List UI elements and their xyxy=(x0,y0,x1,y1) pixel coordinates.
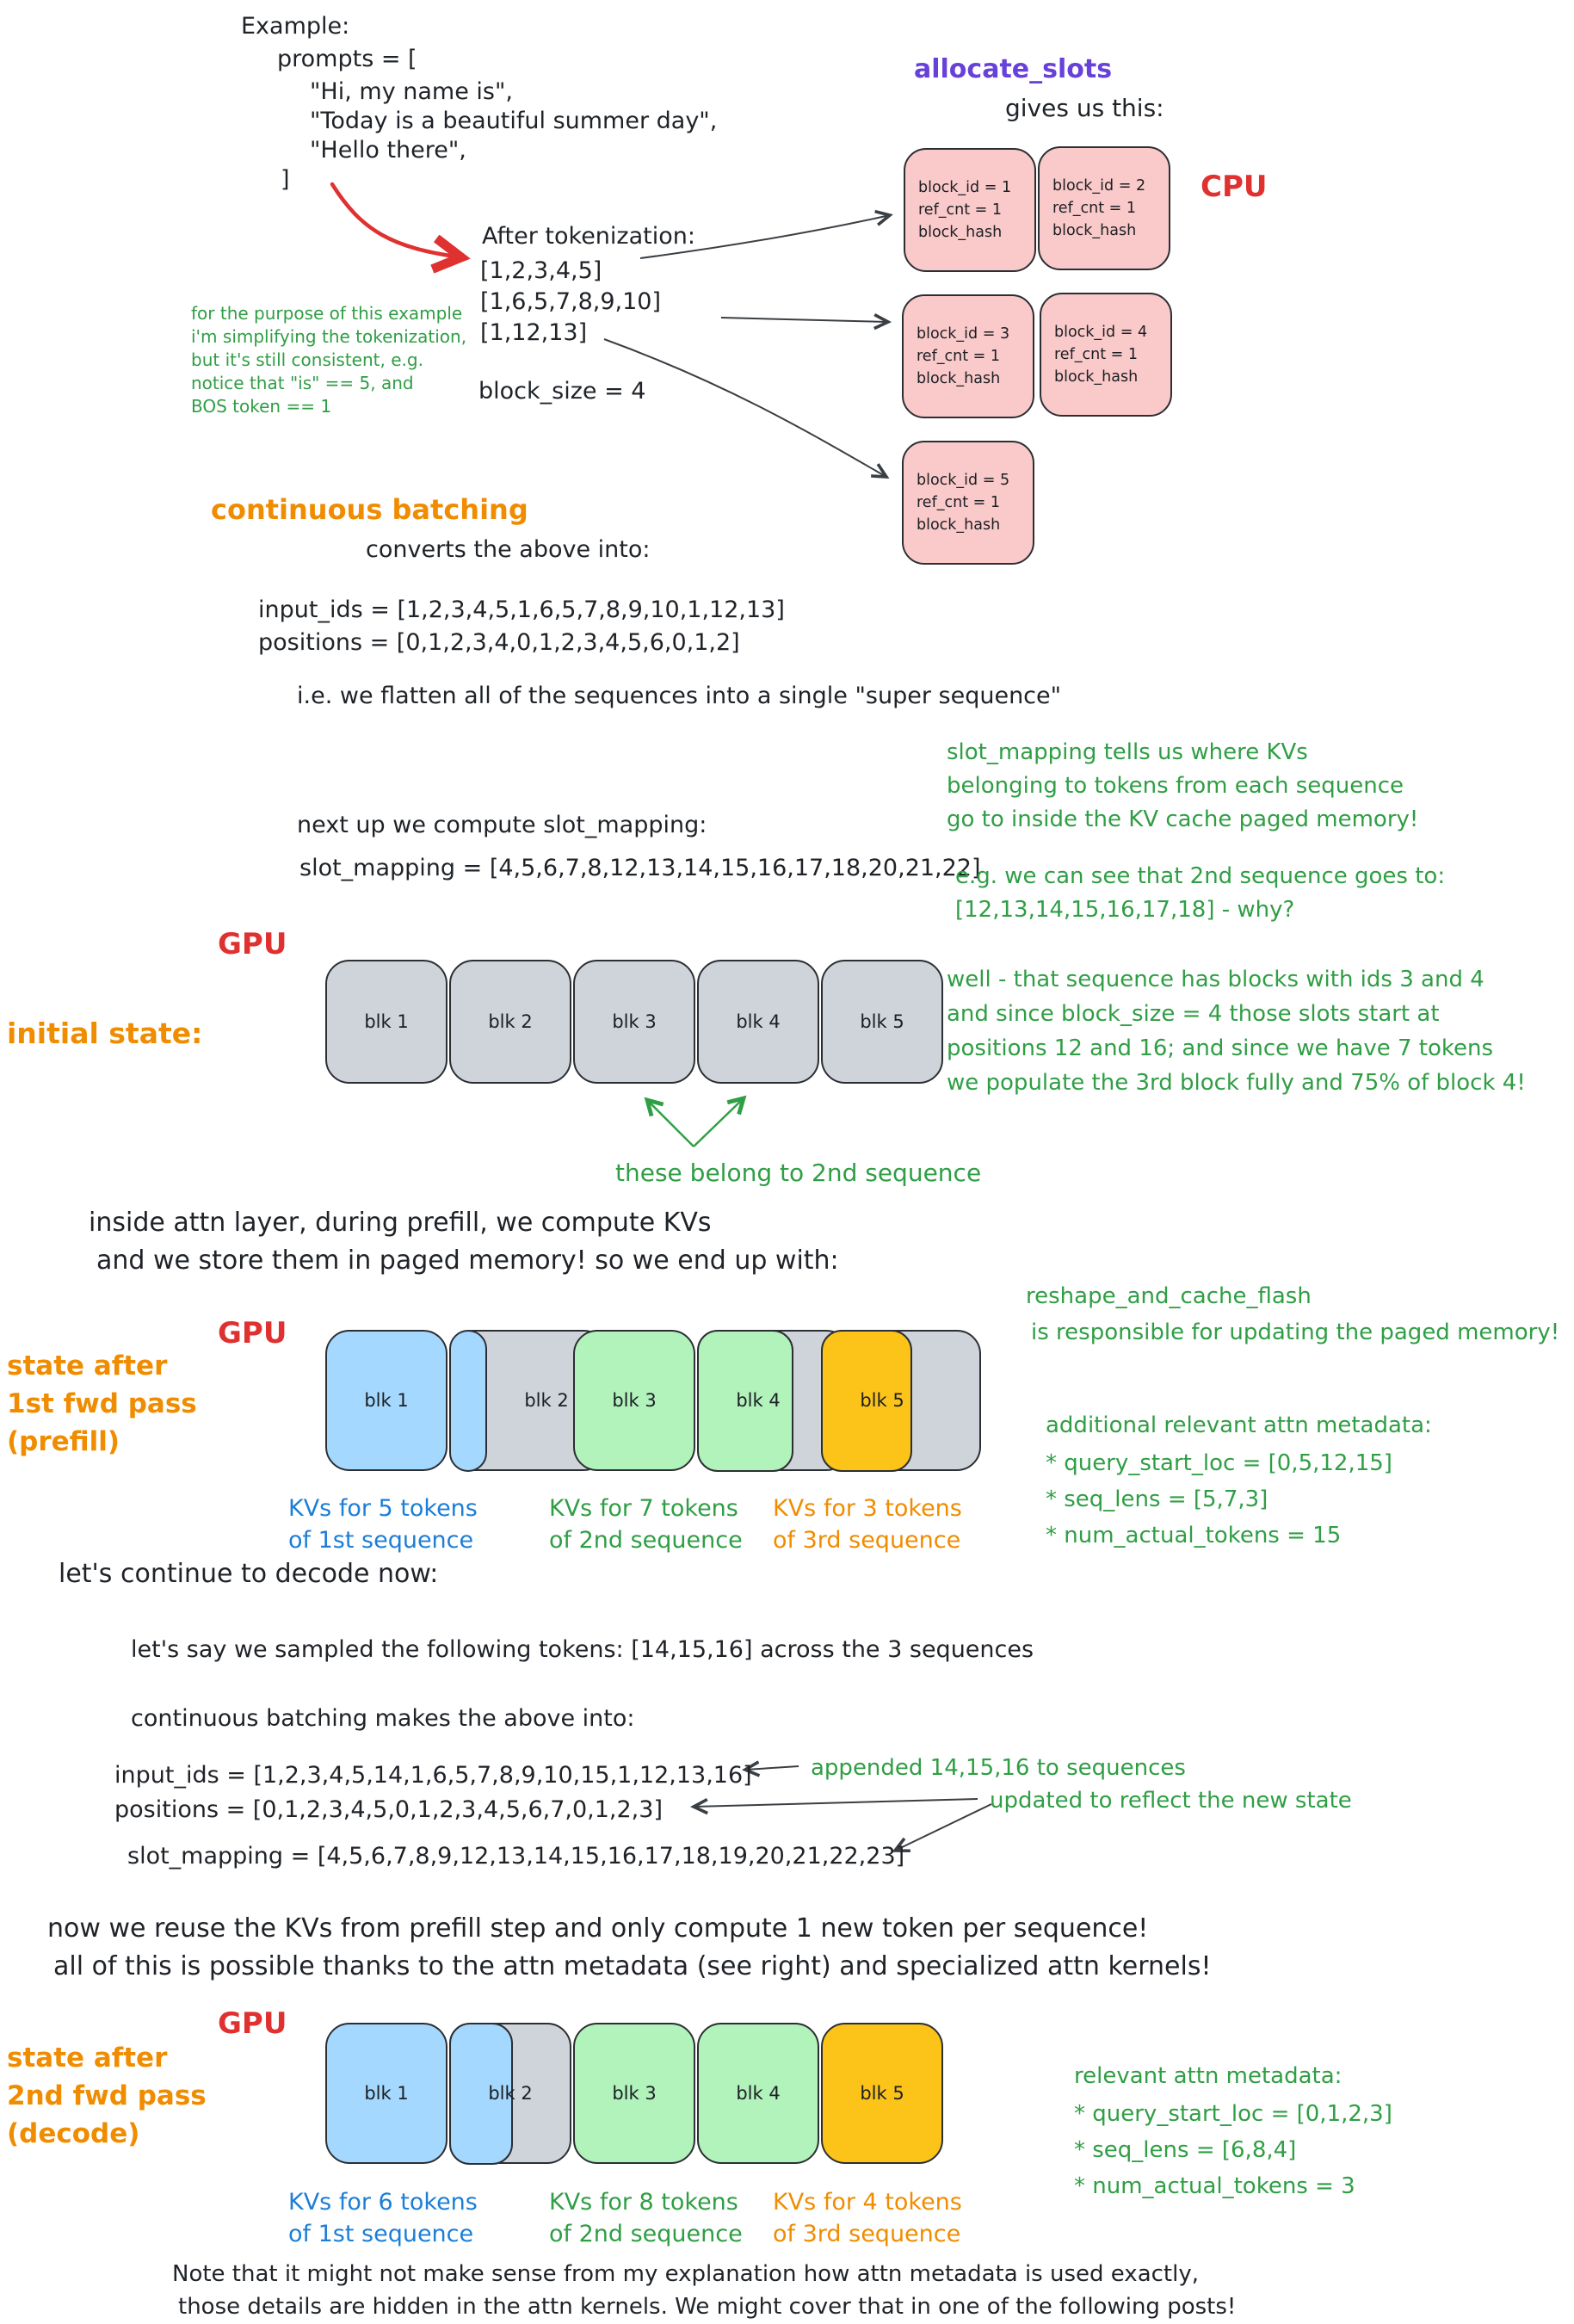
simplify-note-line: for the purpose of this example xyxy=(191,303,463,324)
prefill-block-5 xyxy=(821,1330,981,1471)
cpu-block-refcnt: ref_cnt = 1 xyxy=(917,348,1000,365)
cpu-block-hash: block_hash xyxy=(918,224,1003,241)
simplify-note-line: BOS token == 1 xyxy=(191,396,332,417)
gpu-label-decode: GPU xyxy=(218,2006,287,2041)
gpu-label-initial: GPU xyxy=(218,927,287,961)
decode-block-2 xyxy=(449,2023,571,2164)
block-label: blk 5 xyxy=(860,2083,904,2104)
second-seq-note: these belong to 2nd sequence xyxy=(615,1159,982,1187)
updated-note-arrow xyxy=(694,1799,978,1807)
initial-block-3 xyxy=(573,960,695,1084)
prompts-close: ] xyxy=(281,166,290,193)
prompts-open: prompts = [ xyxy=(277,46,417,72)
decode-caption-seq2-line2: of 2nd sequence xyxy=(549,2221,743,2247)
token-seq-1: [1,2,3,4,5] xyxy=(480,257,602,284)
block-label: blk 2 xyxy=(524,1390,569,1411)
prompt-3: "Hello there", xyxy=(310,137,466,164)
updated-to-slotmapping-arrow xyxy=(895,1804,991,1851)
prompt-1: "Hi, my name is", xyxy=(310,78,513,105)
footer-note-line: those details are hidden in the attn kernels. We might cover that in one of the following posts! xyxy=(178,2294,1237,2320)
block-label: blk 2 xyxy=(488,2083,533,2104)
cpu-block-refcnt: ref_cnt = 1 xyxy=(918,201,1002,219)
cpu-block-hash: block_hash xyxy=(1054,368,1139,386)
block-label: blk 4 xyxy=(736,2083,781,2104)
cpu-block-1 xyxy=(904,148,1036,272)
prefill-meta-title: additional relevant attn metadata: xyxy=(1046,1412,1432,1438)
slot-mapping-intro: next up we compute slot_mapping: xyxy=(297,812,707,838)
initial-block-5 xyxy=(821,960,943,1084)
cpu-block-5 xyxy=(902,441,1034,565)
block-label: blk 1 xyxy=(364,1011,409,1032)
block-label: blk 5 xyxy=(860,1390,904,1411)
seq2-to-block3-arrow xyxy=(721,318,888,322)
prefill-caption-seq3-line1: KVs for 3 tokens xyxy=(773,1495,962,1522)
decode-slot-mapping-line: slot_mapping = [4,5,6,7,8,9,12,13,14,15,16,17,18,19,20,21,22,23] xyxy=(127,1843,905,1870)
decode-positions-line: positions = [0,1,2,3,4,5,0,1,2,3,4,5,6,7,0,1,2,3] xyxy=(114,1796,663,1823)
converts-label: converts the above into: xyxy=(366,536,651,563)
decode-block-1 xyxy=(325,2023,448,2164)
gives-us-this-label: gives us this: xyxy=(1005,94,1164,122)
prefill-state-label-line: (prefill) xyxy=(7,1426,120,1457)
cpu-block-hash: block_hash xyxy=(917,370,1001,387)
tokenization-heading: After tokenization: xyxy=(482,223,695,250)
block-label: blk 4 xyxy=(736,1390,781,1411)
prefill-meta-item: * num_actual_tokens = 15 xyxy=(1046,1523,1342,1548)
seq3-to-block5-arrow xyxy=(604,339,886,477)
decode-meta-title: relevant attn metadata: xyxy=(1074,2063,1343,2089)
slot-note-line: slot_mapping tells us where KVs xyxy=(947,739,1308,765)
gpu-label-prefill: GPU xyxy=(218,1316,287,1351)
initial-block-1 xyxy=(325,960,448,1084)
block-label: blk 1 xyxy=(364,2083,409,2104)
decode-meta-item: * num_actual_tokens = 3 xyxy=(1074,2173,1355,2199)
token-seq-2: [1,6,5,7,8,9,10] xyxy=(480,288,661,315)
decode-block-3 xyxy=(573,2023,695,2164)
simplify-note-line: but it's still consistent, e.g. xyxy=(191,349,423,370)
allocate-slots-label: allocate_slots xyxy=(914,54,1113,84)
prefill-intro-line: inside attn layer, during prefill, we compute KVs xyxy=(89,1208,712,1238)
block-label: blk 2 xyxy=(488,1011,533,1032)
simplify-note-line: notice that "is" == 5, and xyxy=(191,373,414,393)
second-seq-v-arrow-right xyxy=(694,1098,744,1147)
block-label: blk 3 xyxy=(612,1011,657,1032)
prefill-block-3 xyxy=(573,1330,695,1471)
appended-note: appended 14,15,16 to sequences xyxy=(811,1755,1186,1781)
token-seq-3: [1,12,13] xyxy=(480,319,588,346)
slot-note-example-line: e.g. we can see that 2nd sequence goes to: xyxy=(955,863,1446,889)
slot-note-example-line: [12,13,14,15,16,17,18] - why? xyxy=(955,897,1295,923)
input-ids-line: input_ids = [1,2,3,4,5,1,6,5,7,8,9,10,1,12,13] xyxy=(258,596,785,623)
continuous-batching-heading: continuous batching xyxy=(211,493,528,526)
why-note-line: well - that sequence has blocks with ids 3 and 4 xyxy=(947,967,1484,992)
appended-note-arrow xyxy=(745,1766,799,1770)
cpu-block-refcnt: ref_cnt = 1 xyxy=(1052,200,1136,217)
why-note-line: and since block_size = 4 those slots start at xyxy=(947,1001,1440,1027)
cpu-block-4 xyxy=(1040,293,1172,417)
slot-mapping-line: slot_mapping = [4,5,6,7,8,12,13,14,15,16,17,18,20,21,22] xyxy=(299,855,981,881)
decode-block-5 xyxy=(821,2023,943,2164)
prefill-block-2-filled-portion xyxy=(449,1330,487,1472)
block-size-label: block_size = 4 xyxy=(478,378,646,405)
decode-reuse-line: now we reuse the KVs from prefill step and only compute 1 new token per sequence! xyxy=(47,1913,1149,1944)
why-note-line: positions 12 and 16; and since we have 7 tokens xyxy=(947,1035,1494,1061)
decode-state-label-line: (decode) xyxy=(7,2118,140,2149)
prefill-caption-seq3-line2: of 3rd sequence xyxy=(773,1527,961,1554)
block-label: blk 1 xyxy=(364,1390,409,1411)
cpu-block-id: block_id = 4 xyxy=(1054,324,1148,341)
initial-block-2 xyxy=(449,960,571,1084)
decode-sampled-line: let's say we sampled the following tokens: [14,15,16] across the 3 sequences xyxy=(131,1636,1034,1663)
decode-state-label-line: 2nd fwd pass xyxy=(7,2080,207,2111)
decode-block-4 xyxy=(697,2023,819,2164)
cpu-block-hash: block_hash xyxy=(1052,222,1137,239)
prefill-state-label-line: state after xyxy=(7,1351,168,1381)
decode-input-ids-line: input_ids = [1,2,3,4,5,14,1,6,5,7,8,9,10,15,1,12,13,16] xyxy=(114,1762,752,1789)
decode-caption-seq1-line2: of 1st sequence xyxy=(288,2221,474,2247)
red-curved-arrow xyxy=(332,184,461,257)
initial-state-label: initial state: xyxy=(7,1017,203,1050)
prefill-caption-seq1-line1: KVs for 5 tokens xyxy=(288,1495,478,1522)
block-label: blk 5 xyxy=(860,1011,904,1032)
decode-batching-line: continuous batching makes the above into: xyxy=(131,1705,635,1732)
slot-note-line: go to inside the KV cache paged memory! xyxy=(947,807,1419,832)
prefill-caption-seq2-line1: KVs for 7 tokens xyxy=(549,1495,738,1522)
decode-caption-seq2-line1: KVs for 8 tokens xyxy=(549,2189,738,2216)
block-label: blk 4 xyxy=(736,1011,781,1032)
cpu-block-id: block_id = 3 xyxy=(917,325,1010,343)
decode-meta-item: * seq_lens = [6,8,4] xyxy=(1074,2137,1297,2163)
cpu-block-refcnt: ref_cnt = 1 xyxy=(1054,346,1138,363)
slot-note-line: belonging to tokens from each sequence xyxy=(947,773,1404,799)
decode-continue-line: let's continue to decode now: xyxy=(59,1559,439,1589)
cpu-block-id: block_id = 5 xyxy=(917,472,1010,489)
footer-note-line: Note that it might not make sense from my explanation how attn metadata is used exactly, xyxy=(172,2261,1199,2287)
why-note-line: we populate the 3rd block fully and 75% of block 4! xyxy=(947,1070,1526,1096)
prefill-meta-item: * seq_lens = [5,7,3] xyxy=(1046,1486,1268,1512)
cpu-block-hash: block_hash xyxy=(917,516,1001,534)
prefill-intro-line: and we store them in paged memory! so we end up with: xyxy=(96,1245,839,1276)
flatten-note: i.e. we flatten all of the sequences into a single "super sequence" xyxy=(297,683,1062,709)
cpu-block-id: block_id = 2 xyxy=(1052,177,1146,195)
cpu-block-2 xyxy=(1038,146,1170,270)
cpu-block-id: block_id = 1 xyxy=(918,179,1012,196)
reshape-fn-note: is responsible for updating the paged memory! xyxy=(1031,1320,1560,1345)
prefill-caption-seq2-line2: of 2nd sequence xyxy=(549,1527,743,1554)
block-label: blk 3 xyxy=(612,2083,657,2104)
cpu-block-refcnt: ref_cnt = 1 xyxy=(917,494,1000,511)
decode-state-label-line: state after xyxy=(7,2043,168,2074)
prefill-state-label-line: 1st fwd pass xyxy=(7,1388,197,1419)
decode-reuse-line: all of this is possible thanks to the attn metadata (see right) and specialized attn kernels! xyxy=(53,1951,1212,1981)
prefill-meta-item: * query_start_loc = [0,5,12,15] xyxy=(1046,1450,1392,1476)
simplify-note-line: i'm simplifying the tokenization, xyxy=(191,326,467,347)
decode-caption-seq3-line2: of 3rd sequence xyxy=(773,2221,961,2247)
decode-meta-item: * query_start_loc = [0,1,2,3] xyxy=(1074,2101,1392,2127)
prefill-block-1 xyxy=(325,1330,448,1471)
decode-caption-seq1-line1: KVs for 6 tokens xyxy=(288,2189,478,2216)
cpu-label: CPU xyxy=(1201,170,1268,204)
cpu-block-3 xyxy=(902,294,1034,418)
example-title: Example: xyxy=(241,13,350,40)
prompt-2: "Today is a beautiful summer day", xyxy=(310,108,718,134)
positions-line: positions = [0,1,2,3,4,0,1,2,3,4,5,6,0,1,2] xyxy=(258,629,740,656)
second-seq-v-arrow-left xyxy=(647,1100,694,1147)
block-label: blk 3 xyxy=(612,1390,657,1411)
updated-note: updated to reflect the new state xyxy=(990,1788,1352,1814)
reshape-fn-label: reshape_and_cache_flash xyxy=(1026,1283,1312,1309)
decode-caption-seq3-line1: KVs for 4 tokens xyxy=(773,2189,962,2216)
initial-block-4 xyxy=(697,960,819,1084)
prefill-caption-seq1-line2: of 1st sequence xyxy=(288,1527,474,1554)
